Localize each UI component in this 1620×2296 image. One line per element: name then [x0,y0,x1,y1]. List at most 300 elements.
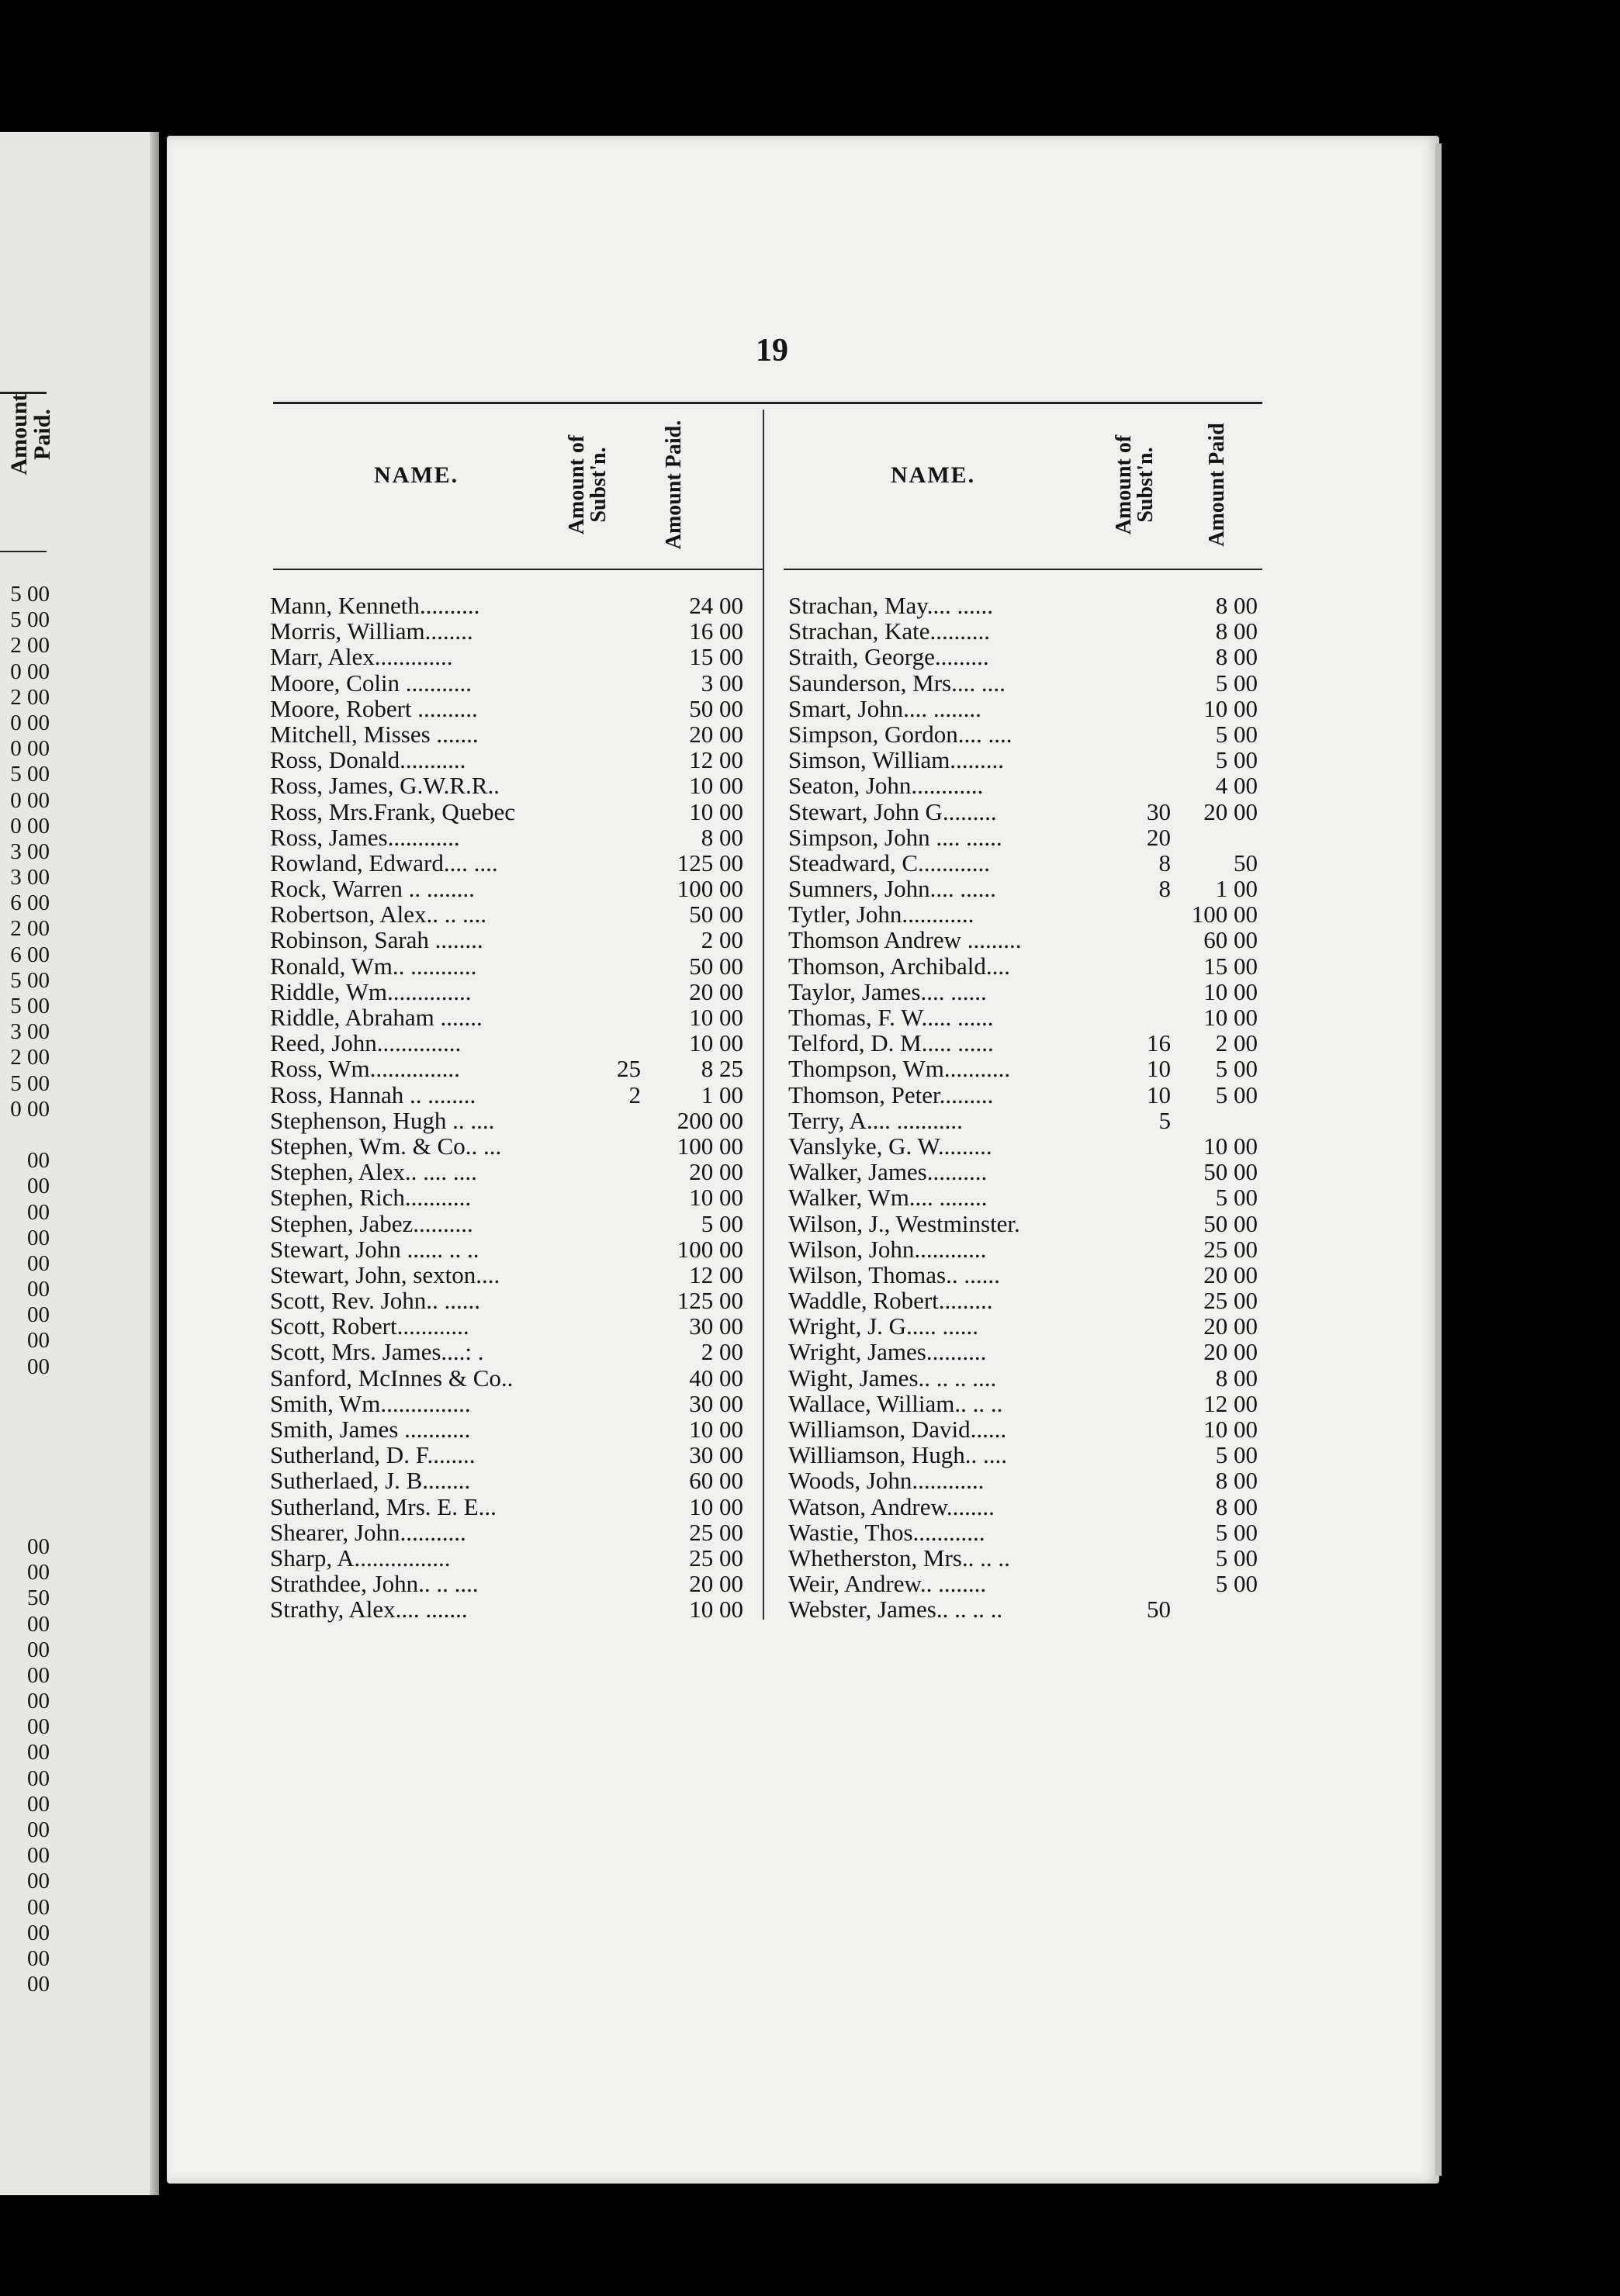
subscriber-name: Sumners, John.... ...... [788,875,996,903]
table-row [270,979,743,1004]
facing-page-value: 00 [27,1611,50,1637]
subscriber-name: Wight, James.. .. .. .... [788,1364,997,1392]
paid-amount: 5 00 [701,1209,743,1237]
table-row [270,1416,743,1442]
facing-page-value: 0 00 [10,659,50,684]
table-row [270,1030,743,1056]
facing-page-value: 5 00 [10,994,50,1018]
facing-page [0,132,159,2195]
table-row [270,1211,743,1236]
paid-amount: 10 00 [689,1029,743,1057]
subscriber-name: Woods, John............ [788,1467,985,1495]
paid-amount: 5 00 [1215,1055,1258,1083]
table-row [270,927,743,953]
table-row [788,721,1258,747]
facing-page-value: 00 [27,1689,50,1714]
left-subscriber-list [270,593,743,1623]
table-row [270,1159,743,1184]
paid-amount: 125 00 [677,1287,743,1315]
table-row [270,876,743,901]
subscriber-name: Thompson, Wm........... [788,1055,1011,1083]
facing-page-value: 2 00 [10,633,50,659]
table-row [788,1288,1258,1313]
facing-page-value [0,1483,50,1509]
subscriber-name: Mann, Kenneth.......... [270,592,480,619]
paid-amount: 24 00 [689,592,743,619]
facing-page-value: 3 00 [10,1019,50,1045]
table-row [270,825,743,850]
subscription-amount: 16 [1147,1029,1171,1057]
subscription-amount: 50 [1147,1596,1171,1623]
paid-amount: 5 00 [1215,746,1258,774]
paid-amount: 2 00 [701,1338,743,1366]
subscriber-name: Strachan, May.... ...... [788,592,994,619]
facing-page-value: 00 [27,1225,50,1250]
right-subscriber-list [788,593,1258,1623]
right-subscription-header: Amount of Subst'n. [1112,434,1158,535]
subscriber-name: Thomson, Peter......... [788,1081,994,1108]
paid-amount: 30 00 [689,1389,743,1417]
subscriber-name: Terry, A.... ........... [788,1106,963,1134]
facing-page-value: 00 [27,1637,50,1662]
table-row [788,799,1258,825]
facing-page-value: 00 [27,1302,50,1328]
paid-amount: 15 00 [689,643,743,671]
subscriber-name: Wright, J. G..... ...... [788,1312,979,1340]
table-row [788,953,1258,979]
subscriber-name: Webster, James.. .. .. .. [788,1596,1003,1623]
paid-amount: 50 00 [689,901,743,928]
paid-amount: 50 00 [1203,1209,1258,1237]
table-row [270,1056,743,1081]
facing-page-value: 00 [27,1328,50,1354]
subscriber-name: Wallace, William.. .. .. [788,1389,1003,1417]
facing-page-value: 00 [27,1148,50,1174]
paid-amount: 2 00 [701,926,743,954]
paid-amount: 8 00 [701,823,743,851]
paid-amount: 25 00 [1203,1235,1258,1263]
left-paid-header: Amount Paid. [662,420,686,550]
facing-page-value: 00 [27,1560,50,1585]
facing-page-value: 5 00 [10,1070,50,1096]
paid-amount: 10 00 [689,1184,743,1212]
paid-amount: 50 00 [689,694,743,722]
facing-page-value: 00 [27,1199,50,1225]
subscriber-name: Robertson, Alex.. .. .... [270,901,486,928]
table-row [788,1184,1258,1210]
subscriber-name: Seaton, John............ [788,772,984,800]
subscriber-name: Scott, Rev. John.. ...... [270,1287,480,1315]
paid-amount: 8 00 [1215,1364,1258,1392]
table-row [788,670,1258,696]
table-row [788,696,1258,721]
paid-amount: 25 00 [689,1518,743,1546]
subscriber-name: Williamson, Hugh.. .... [788,1441,1008,1469]
paid-amount: 25 00 [689,1544,743,1572]
right-paid-header: Amount Paid [1205,423,1229,547]
paid-amount: 100 00 [1191,901,1258,928]
table-row [788,1262,1258,1288]
paid-amount: 10 00 [689,1004,743,1031]
subscriber-name: Sutherland, D. F........ [270,1441,476,1469]
paid-amount: 10 00 [689,797,743,825]
table-row [788,825,1258,850]
facing-page-paid-header: Amount Paid. [6,393,55,475]
table-row [270,1391,743,1416]
subscription-amount: 2 [628,1081,641,1108]
table-row [270,1082,743,1108]
subscriber-name: Ross, Donald........... [270,746,466,774]
subscriber-name: Rowland, Edward.... .... [270,849,498,877]
paid-amount: 60 00 [689,1467,743,1495]
table-row [788,850,1258,876]
subscriber-name: Steadward, C............ [788,849,991,877]
subscriber-name: Wilson, Thomas.. ...... [788,1260,1000,1288]
table-row [270,1520,743,1545]
paid-amount: 30 00 [689,1312,743,1340]
table-row [788,927,1258,953]
facing-page-value: 00 [27,1354,50,1379]
table-row [270,901,743,927]
paid-amount: 1 00 [1215,875,1258,903]
table-row [270,1365,743,1391]
table-row [788,1159,1258,1184]
subscriber-name: Ross, Wm............... [270,1055,460,1083]
subscriber-name: Stephen, Wm. & Co.. ... [270,1132,502,1160]
facing-page-value: 00 [27,1277,50,1302]
subscriber-name: Ross, Mrs.Frank, Quebec [270,797,515,825]
facing-page-value [0,1431,50,1457]
paid-amount: 5 00 [1215,1184,1258,1212]
facing-page-value: 00 [27,1972,50,1997]
facing-page-value: 0 00 [10,787,50,813]
facing-page-value: 2 00 [10,1045,50,1070]
table-row [270,1571,743,1596]
table-row [270,1442,743,1468]
facing-page-value: 5 00 [10,607,50,633]
facing-page-value: 5 00 [10,967,50,993]
subscriber-name: Robinson, Sarah ........ [270,926,483,954]
subscriber-name: Moore, Colin ........... [270,669,472,697]
table-row [788,1108,1258,1133]
paid-amount: 20 00 [689,1570,743,1598]
subscriber-name: Sutherland, Mrs. E. E... [270,1492,497,1520]
subscriber-name: Mitchell, Misses ....... [270,720,479,748]
paid-amount: 8 00 [1215,592,1258,619]
facing-page-value: 00 [27,1843,50,1869]
subscription-amount: 8 [1158,875,1171,903]
subscriber-name: Riddle, Wm.............. [270,977,472,1005]
subscriber-name: Weir, Andrew.. ........ [788,1570,987,1598]
table-row [270,1288,743,1313]
paid-amount: 5 00 [1215,669,1258,697]
paid-amount: 100 00 [677,1132,743,1160]
subscriber-name: Wastie, Thos............ [788,1518,985,1546]
facing-page-header-rule [0,551,47,552]
left-subscription-header: Amount of Subst'n. [565,434,611,535]
table-row [788,1056,1258,1081]
subscriber-name: Ronald, Wm.. ........... [270,952,477,980]
table-row [788,773,1258,798]
paid-amount: 10 00 [689,1416,743,1443]
table-row [270,1262,743,1288]
column-divider [763,410,764,1620]
subscriber-name: Shearer, John........... [270,1518,466,1546]
paid-amount: 25 00 [1203,1287,1258,1315]
facing-page-value: 0 00 [10,710,50,735]
paid-amount: 20 00 [1203,797,1258,825]
paid-amount: 16 00 [689,617,743,645]
facing-page-value: 00 [27,1920,50,1945]
subscriber-name: Reed, John.............. [270,1029,462,1057]
table-row [270,1545,743,1571]
facing-page-value: 3 00 [10,865,50,890]
table-top-rule [273,402,1262,404]
facing-page-value: 6 00 [10,942,50,967]
facing-page-value [0,1406,50,1431]
subscriber-name: Strathy, Alex.... ....... [270,1596,468,1623]
paid-amount: 50 00 [689,952,743,980]
table-row [270,1339,743,1364]
table-row [788,1211,1258,1236]
paid-amount: 5 00 [1215,1081,1258,1108]
table-row [788,1416,1258,1442]
left-header-rule [273,569,763,570]
subscription-amount: 10 [1147,1081,1171,1108]
subscriber-name: Taylor, James.... ...... [788,977,987,1005]
subscription-amount: 25 [617,1055,641,1083]
table-row [270,1133,743,1159]
table-row [788,1133,1258,1159]
subscriber-name: Williamson, David...... [788,1416,1007,1443]
subscriber-name: Saunderson, Mrs.... .... [788,669,1006,697]
subscriber-name: Stephen, Alex.. .... .... [270,1158,477,1186]
subscriber-name: Sharp, A................ [270,1544,451,1572]
right-header-rule [784,569,1262,570]
paid-amount: 12 00 [1203,1389,1258,1417]
table-row [788,1082,1258,1108]
paid-amount: 100 00 [677,1235,743,1263]
paid-amount: 20 00 [689,1158,743,1186]
table-row [788,1236,1258,1262]
paid-amount: 12 00 [689,746,743,774]
subscriber-name: Stephen, Jabez.......... [270,1209,473,1237]
facing-page-value: 6 00 [10,890,50,916]
facing-page-value: 00 [27,1945,50,1971]
paid-amount: 5 00 [1215,1441,1258,1469]
facing-page-value: 0 00 [10,813,50,839]
table-row [788,979,1258,1004]
table-row [788,1571,1258,1596]
table-row [788,1468,1258,1493]
table-row [270,1494,743,1520]
table-row [270,850,743,876]
subscriber-name: Walker, Wm.... ........ [788,1184,988,1212]
subscriber-name: Sanford, McInnes & Co.. [270,1364,514,1392]
subscriber-name: Riddle, Abraham ....... [270,1004,483,1031]
subscriber-name: Wright, James.......... [788,1338,987,1366]
subscriber-name: Walker, James.......... [788,1158,988,1186]
paid-amount: 200 00 [677,1106,743,1134]
facing-page-value: 00 [27,1174,50,1199]
table-row [788,1030,1258,1056]
right-name-header: NAME. [891,462,976,488]
table-row [788,1004,1258,1030]
table-row [270,799,743,825]
facing-page-value: 2 00 [10,684,50,710]
subscriber-name: Stewart, John, sexton.... [270,1260,500,1288]
subscriber-name: Rock, Warren .. ........ [270,875,475,903]
subscriber-name: Stephen, Rich........... [270,1184,472,1212]
facing-page-value [0,1509,50,1534]
facing-page-value [0,1122,50,1148]
facing-page-value: 0 00 [10,736,50,762]
paid-amount: 3 00 [701,669,743,697]
paid-amount: 1 00 [701,1081,743,1108]
subscriber-name: Strachan, Kate.......... [788,617,990,645]
table-row [270,1184,743,1210]
subscriber-name: Thomson, Archibald.... [788,952,1010,980]
subscriber-name: Thomson Andrew ......... [788,926,1022,954]
subscriber-name: Morris, William........ [270,617,473,645]
paid-amount: 8 25 [701,1055,743,1083]
subscriber-name: Vanslyke, G. W......... [788,1132,992,1160]
subscriber-name: Smith, Wm............... [270,1389,471,1417]
paid-amount: 5 00 [1215,1518,1258,1546]
subscriber-name: Waddle, Robert......... [788,1287,993,1315]
paid-amount: 5 00 [1215,720,1258,748]
facing-page-value: 2 00 [10,916,50,942]
subscriber-name: Smith, James ........... [270,1416,471,1443]
paid-amount: 50 [1234,849,1258,877]
paid-amount: 8 00 [1215,617,1258,645]
facing-page-value: 00 [27,1250,50,1276]
paid-amount: 60 00 [1203,926,1258,954]
subscriber-name: Ross, James............ [270,823,460,851]
paid-amount: 5 00 [1215,1570,1258,1598]
facing-page-gutter [150,132,159,2195]
subscriber-name: Wilson, John............ [788,1235,987,1263]
facing-page-value [0,1380,50,1406]
facing-page-value [0,1457,50,1482]
facing-page-value: 00 [27,1740,50,1765]
table-row [270,670,743,696]
subscriber-name: Watson, Andrew........ [788,1492,995,1520]
subscriber-name: Smart, John.... ........ [788,694,981,722]
table-row [788,747,1258,773]
table-row [788,1442,1258,1468]
paid-amount: 10 00 [1203,1004,1258,1031]
table-row [788,644,1258,669]
paid-amount: 20 00 [1203,1312,1258,1340]
paid-amount: 10 00 [689,1596,743,1623]
subscriber-name: Stewart, John ...... .. .. [270,1235,479,1263]
paid-amount: 10 00 [689,772,743,800]
subscriber-name: Telford, D. M..... ...... [788,1029,994,1057]
page-edge [1435,144,1442,2176]
paid-amount: 10 00 [689,1492,743,1520]
table-row [270,1004,743,1030]
facing-page-value: 5 00 [10,582,50,607]
subscriber-name: Sutherlaed, J. B........ [270,1467,471,1495]
subscriber-name: Simson, William......... [788,746,1005,774]
facing-page-value: 00 [27,1894,50,1920]
table-row [788,1313,1258,1339]
paid-amount: 20 00 [1203,1338,1258,1366]
paid-amount: 8 00 [1215,643,1258,671]
table-row [270,953,743,979]
subscriber-name: Moore, Robert .......... [270,694,478,722]
paid-amount: 10 00 [1203,694,1258,722]
paid-amount: 2 00 [1215,1029,1258,1057]
paid-amount: 50 00 [1203,1158,1258,1186]
facing-page-value: 00 [27,1869,50,1894]
table-row [270,1108,743,1133]
subscription-amount: 10 [1147,1055,1171,1083]
table-row [270,747,743,773]
paid-amount: 20 00 [1203,1260,1258,1288]
subscriber-name: Ross, James, G.W.R.R.. [270,772,500,800]
table-row [270,644,743,669]
subscriber-name: Marr, Alex............. [270,643,453,671]
left-name-header: NAME. [374,462,459,488]
facing-page-value: 00 [27,1662,50,1688]
paid-amount: 10 00 [1203,977,1258,1005]
subscriber-name: Wilson, J., Westminster. [788,1209,1020,1237]
facing-page-value: 00 [27,1791,50,1817]
subscriber-name: Straith, George......... [788,643,989,671]
table-row [270,1468,743,1493]
table-row [788,876,1258,901]
facing-page-value: 3 00 [10,839,50,864]
subscriber-name: Thomas, F. W..... ...... [788,1004,994,1031]
paid-amount: 20 00 [689,977,743,1005]
subscription-amount: 20 [1147,823,1171,851]
paid-amount: 12 00 [689,1260,743,1288]
table-row [788,1391,1258,1416]
subscriber-name: Simpson, Gordon.... .... [788,720,1012,748]
table-row [788,1494,1258,1520]
subscriber-name: Strathdee, John.. .. .... [270,1570,479,1598]
subscriber-name: Scott, Robert............ [270,1312,469,1340]
facing-page-value: 00 [27,1714,50,1740]
paid-amount: 8 00 [1215,1492,1258,1520]
table-row [788,1339,1258,1364]
facing-page-paid-values [0,582,50,1997]
subscriber-name: Ross, Hannah .. ........ [270,1081,476,1108]
table-row [788,1545,1258,1571]
subscriber-name: Tytler, John............ [788,901,974,928]
facing-page-value: 00 [27,1534,50,1559]
facing-page-value: 5 00 [10,762,50,787]
paid-amount: 20 00 [689,720,743,748]
paid-amount: 4 00 [1215,772,1258,800]
table-row [788,901,1258,927]
table-row [270,773,743,798]
table-row [270,618,743,644]
facing-page-value: 50 [27,1585,50,1611]
table-row [788,1596,1258,1622]
table-row [270,1313,743,1339]
table-row [270,593,743,618]
subscriber-name: Stewart, John G......... [788,797,997,825]
table-row [788,1520,1258,1545]
paid-amount: 40 00 [689,1364,743,1392]
subscriber-name: Scott, Mrs. James....: . [270,1338,484,1366]
subscription-amount: 5 [1158,1106,1171,1134]
page-number: 19 [756,333,788,368]
paid-amount: 30 00 [689,1441,743,1469]
